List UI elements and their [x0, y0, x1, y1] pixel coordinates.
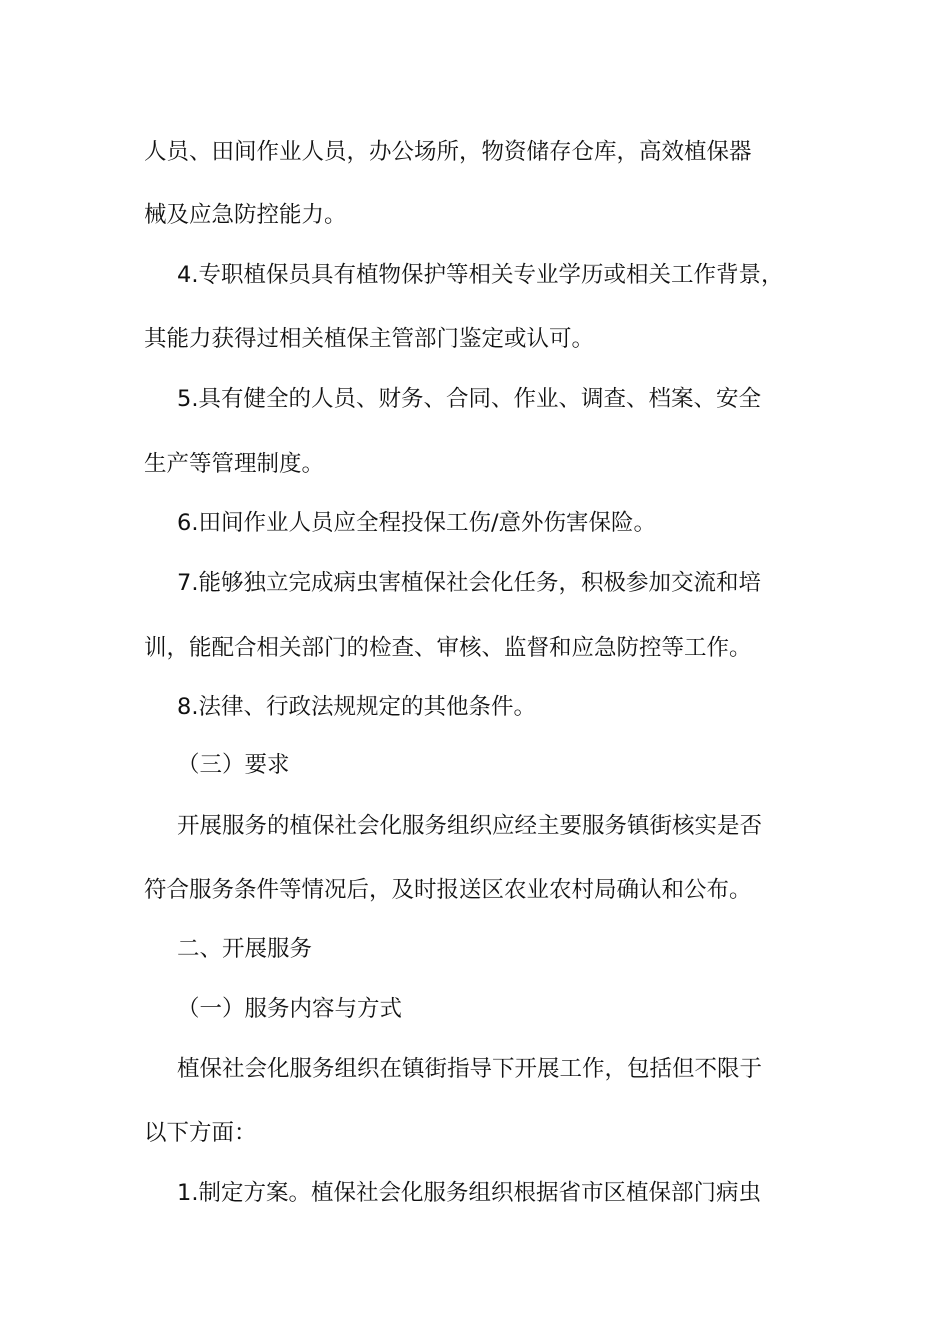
list-item-8: 8.法律、行政法规规定的其他条件。	[177, 694, 536, 720]
body-text-line: 符合服务条件等情况后，及时报送区农业农村局确认和公布。	[144, 877, 752, 903]
body-text-line: 以下方面：	[144, 1120, 257, 1146]
list-item-1: 1.制定方案。植保社会化服务组织根据省市区植保部门病虫	[177, 1180, 761, 1206]
list-item-5: 5.具有健全的人员、财务、合同、作业、调查、档案、安全	[177, 386, 761, 412]
body-text-line: 人员、田间作业人员，办公场所，物资储存仓库，高效植保器	[144, 139, 752, 165]
list-item-7: 7.能够独立完成病虫害植保社会化任务，积极参加交流和培	[177, 570, 761, 596]
chapter-heading: 二、开展服务	[177, 936, 313, 962]
body-text-line: 训，能配合相关部门的检查、审核、监督和应急防控等工作。	[144, 635, 752, 661]
section-heading: （三）要求	[177, 752, 290, 778]
list-item-4: 4.专职植保员具有植物保护等相关专业学历或相关工作背景，	[177, 262, 784, 288]
body-text-line: 植保社会化服务组织在镇街指导下开展工作，包括但不限于	[177, 1056, 763, 1082]
body-text-line: 械及应急防控能力。	[144, 202, 347, 228]
body-text-line: 其能力获得过相关植保主管部门鉴定或认可。	[144, 326, 595, 352]
body-text-line: 开展服务的植保社会化服务组织应经主要服务镇街核实是否	[177, 813, 763, 839]
section-heading: （一）服务内容与方式	[177, 996, 403, 1022]
list-item-6: 6.田间作业人员应全程投保工伤/意外伤害保险。	[177, 510, 657, 536]
body-text-line: 生产等管理制度。	[144, 451, 325, 477]
